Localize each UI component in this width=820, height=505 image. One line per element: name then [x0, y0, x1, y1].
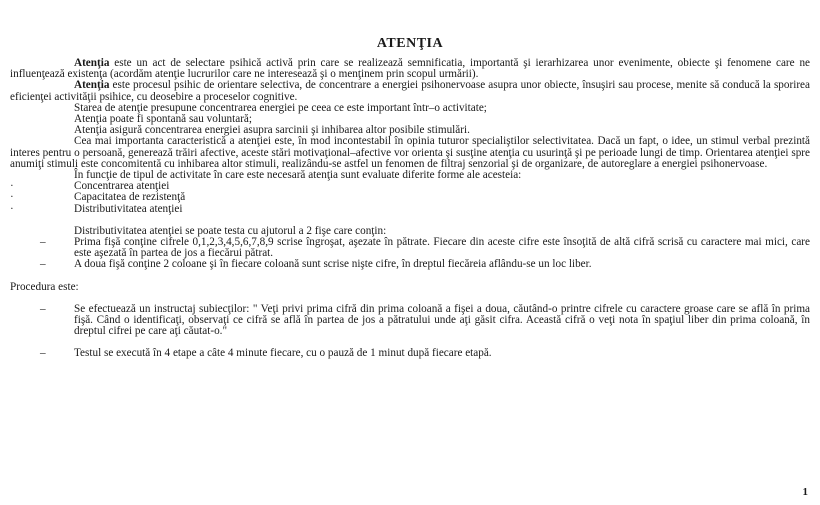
bullet-marker: ·	[10, 191, 14, 204]
page-number: 1	[802, 486, 808, 498]
paragraph-attention-state: Starea de atenţie presupune concentrarea energiei pe ceea ce este important într–o activitate;	[74, 101, 487, 114]
dash-marker: –	[40, 236, 46, 249]
paragraph-selectivity: Cea mai importanta caracteristică a atenţiei este, în mod incontestabil în opinia tuturor specialiştilor selectivitatea. Dacă un fapt, o idee, un stimul verbal prezintă interes pentru o persoană, generează trăiri afective, aceste stări motivaţional–afective vor orienta şi susţine atenţia cu usurinţă şi pe perioade lungi de timp. Orientarea atenţiei spre anumiţi stimuli este concomitentă cu inhibarea altor stimuli, realizându-se astfel un fenomen de filtraj senzorial şi de organizare, de autoreglare a energiei psihonervoase.	[10, 135, 810, 170]
forms-list	[10, 181, 810, 215]
dash-item-text: Prima fişă conţine cifrele 0,1,2,3,4,5,6,7,8,9 scrise îngroşat, aşezate în pătrate. Fiecare din aceste cifre este însoţită de altă cifră scrisă cu caractere mai mici, care este aşezată în partea de jos a fiecărui pătrat.	[74, 236, 810, 260]
dash-item	[10, 237, 810, 259]
bullet-marker: ·	[10, 180, 14, 193]
line-concentration: Atenţia asigură concentrarea energiei asupra sarcinii şi inhibarea altor posibile stimulări.	[74, 124, 470, 137]
page-title: ATENŢIA	[376, 36, 444, 51]
paragraph-definition-2	[10, 80, 810, 102]
paragraph-text: este un act de selectare psihică activă prin care se realizează semnificatia, importantă şi ierarhizarea unor evenimente, obiecte şi fenomene care ne influenţează existenţa (acordăm atenţie lucrurilor care ne interesează şi o menţinem prin scopul urmării).	[10, 57, 810, 81]
spacer	[10, 271, 810, 282]
dash-item	[10, 259, 810, 270]
dash-marker: –	[40, 347, 46, 360]
dash-item-text: Se efectuează un instructaj subiecţilor: " Veţi privi prima cifră din prima coloană a fişei a doua, căutând-o printre cifrele cu caractere groase care se află în prima fişă. Când o identificaţi, observaţi ce cifră se află în partea de jos a pătratului unde aţi găsit cifra. Această cifră o veţi nota în spaţiul liber din prima coloană, în dreptul cifrei pe care aţi căutat-o."	[74, 302, 810, 338]
dash-marker: –	[40, 302, 46, 315]
procedure-label: Procedura este:	[10, 280, 79, 293]
paragraph-distributivity: Distributivitatea atenţiei se poate testa cu ajutorul a 2 fişe care conţin:	[74, 224, 387, 237]
paragraph-forms: În funcţie de tipul de activitate în care este necesară atenţia sunt evaluate diferite forme ale acesteia:	[74, 169, 522, 182]
paragraph-text: este procesul psihic de orientare selectiva, de concentrare a energiei psihonervoase asupra unor obiecte, însuşiri sau procese, menite să conducă la sporirea eficienţei activităţii psihice, cu deosebire a proceselor cognitive.	[10, 79, 810, 103]
dash-item-text: Testul se execută în 4 etape a câte 4 minute fiecare, cu o pauză de 1 minut după fiecare etapă.	[74, 347, 492, 360]
line-spontaneous: Atenţia poate fi spontană sau voluntară;	[74, 113, 253, 126]
document-body	[10, 58, 810, 360]
dash-item	[10, 304, 810, 338]
term-bold: Atenţia	[74, 79, 110, 92]
dash-marker: –	[40, 258, 46, 271]
term-bold: Atenţia	[74, 57, 110, 69]
paragraph-definition-1	[10, 58, 810, 80]
dash-item-text: A doua fişă conţine 2 coloane şi în fiecare coloană sunt scrise nişte cifre, în dreptul fiecăreia aflându-se un loc liber.	[74, 258, 592, 271]
list-item-text: Capacitatea de rezistenţă	[74, 191, 186, 204]
bullet-marker: ·	[10, 202, 14, 215]
list-item-text: Distributivitatea atenţiei	[74, 202, 183, 215]
list-item	[10, 204, 810, 215]
list-item-text: Concentrarea atenţiei	[74, 180, 170, 193]
dash-item	[10, 348, 810, 359]
